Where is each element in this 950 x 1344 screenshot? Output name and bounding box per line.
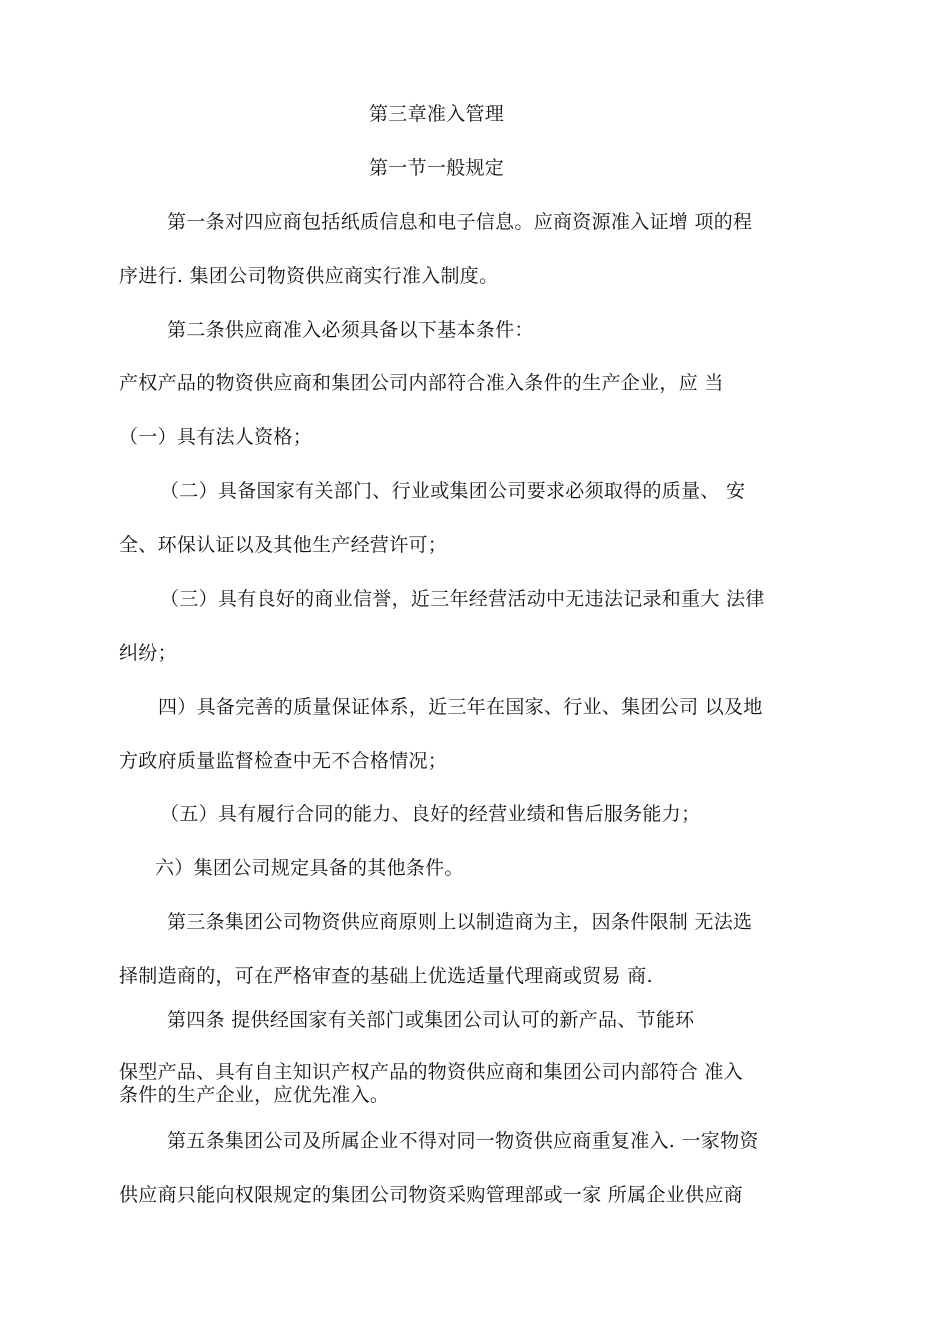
paragraph-line: （二）具备国家有关部门、行业或集团公司要求必须取得的质量、 安 <box>160 480 746 502</box>
paragraph-line: （一）具有法人资格； <box>119 426 313 448</box>
paragraph-line: 全、环保认证以及其他生产经营许可； <box>119 534 448 556</box>
paragraph-line: 四）具备完善的质量保证体系，近三年在国家、行业、集团公司 以及地 <box>158 696 763 718</box>
paragraph-line: 序进行. 集团公司物资供应商实行准入制度。 <box>119 265 499 287</box>
paragraph-line: 第一条对四应商包括纸质信息和电子信息。应商资源准入证增 项的程 <box>167 211 753 233</box>
paragraph-line: 保型产品、具有自主知识产权产品的物资供应商和集团公司内部符合 准入 <box>119 1061 743 1083</box>
paragraph-line: 六）集团公司规定具备的其他条件。 <box>155 857 464 879</box>
chapter-title: 第三章准入管理 <box>369 103 505 125</box>
paragraph-line: 供应商只能向权限规定的集团公司物资采购管理部或一家 所属企业供应商 <box>119 1184 743 1206</box>
paragraph-line: 择制造商的，可在严格审查的基础上优选适量代理商或贸易 商. <box>119 965 653 987</box>
paragraph-line: 第二条供应商准入必须具备以下基本条件： <box>167 319 534 341</box>
paragraph-line: 第三条集团公司物资供应商原则上以制造商为主，因条件限制 无法选 <box>167 911 753 933</box>
paragraph-line: 产权产品的物资供应商和集团公司内部符合准入条件的生产企业，应 当 <box>119 372 724 394</box>
paragraph-line: 方政府质量监督检查中无不合格情况； <box>119 750 448 772</box>
paragraph-line: 纠纷； <box>119 642 177 664</box>
paragraph-line: （五）具有履行合同的能力、良好的经营业绩和售后服务能力； <box>160 803 701 825</box>
section-title: 第一节一般规定 <box>369 157 505 179</box>
paragraph-line: （三）具有良好的商业信誉，近三年经营活动中无违法记录和重大 法律 <box>160 588 765 610</box>
paragraph-line: 第四条 提供经国家有关部门或集团公司认可的新产品、节能环 <box>167 1009 695 1031</box>
paragraph-line: 第五条集团公司及所属企业不得对同一物资供应商重复准入. 一家物资 <box>167 1130 759 1152</box>
paragraph-line: 条件的生产企业，应优先准入。 <box>119 1084 390 1106</box>
